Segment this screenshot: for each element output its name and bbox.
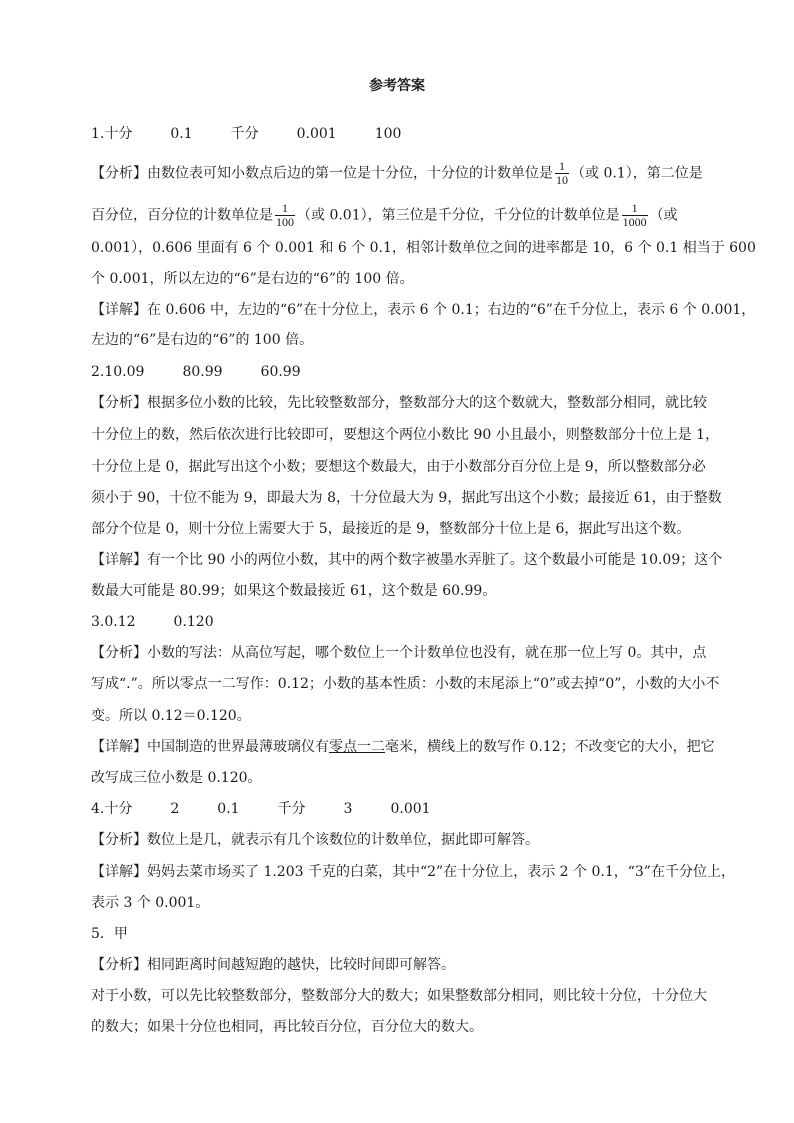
q2-analysis-line-1: 【分析】根据多位小数的比较，先比较整数部分，整数部分大的这个数就大，整数部分相同，就比较	[91, 395, 707, 411]
q3-answer-line	[91, 612, 214, 632]
q1-analysis-text-1b: （或 0.1），第二位是	[571, 165, 703, 182]
q4-answer-5: 3	[343, 801, 353, 817]
q1-fraction-hundredth	[275, 202, 295, 229]
q1-fraction-tenth	[555, 160, 569, 187]
q4-detail-line-1: 【详解】妈妈去菜市场买了 1.203 千克的白菜，其中“2”在十分位上，表示 2 个 0.1，“3”在千分位上，	[91, 864, 735, 880]
q1-answer-line	[91, 124, 401, 144]
q2-analysis-line-3: 十分位上是 0，据此写出这个小数；要想这个数最大，由于小数部分百分位上是 9，所以整数部分必	[91, 459, 706, 475]
q5-analysis-line-1: 【分析】相同距离时间越短跑的越快，比较时间即可解答。	[91, 957, 455, 973]
q1-answer-3: 千分	[230, 126, 259, 142]
q4-answer-2: 2	[170, 801, 180, 817]
q3-analysis-line-3: 变。所以 0.12＝0.120。	[91, 708, 251, 724]
fraction-numerator: 1	[555, 160, 569, 174]
q2-detail-line-1: 【详解】有一个比 90 小的两位小数，其中的两个数字被墨水弄脏了。这个数最小可能是 10.09；这个	[91, 552, 723, 568]
q1-analysis-text-2b: （或 0.01），第三位是千分位，千分位的计数单位是	[297, 207, 620, 224]
q1-analysis-text-1a: 【分析】由数位表可知小数点后边的第一位是十分位，十分位的计数单位是	[91, 165, 553, 182]
fraction-denominator: 100	[276, 215, 294, 229]
q3-detail-text-1b: 毫米，横线上的数写作 0.12；不改变它的大小，把它	[385, 739, 715, 755]
q1-analysis-line-2	[91, 202, 678, 229]
q1-analysis-text-2c: （或	[649, 207, 678, 224]
q4-answer-4: 千分	[277, 801, 306, 817]
q3-analysis-line-1: 【分析】小数的写法：从高位写起，哪个数位上一个计数单位也没有，就在那一位上写 0。其中，点	[91, 645, 707, 661]
q2-answer-1: 2.10.09	[91, 364, 145, 380]
q2-analysis-line-2: 十分位上的数，然后依次进行比较即可，要想这个两位小数比 90 小且最小，则整数部分十位上是 1，	[91, 427, 720, 443]
q3-detail-text-1a: 【详解】中国制造的世界最薄玻璃仪有	[91, 739, 329, 755]
q4-answer-1: 4.十分	[91, 801, 133, 817]
fraction-numerator: 1	[622, 202, 648, 216]
fraction-numerator: 1	[275, 202, 295, 216]
q3-analysis-line-2: 写成“.”。所以零点一二写作：0.12；小数的基本性质：小数的末尾添上“0”或去掉“0”，小数的大小不	[91, 676, 720, 692]
q1-detail-line-1: 【详解】在 0.606 中，左边的“6”在十分位上，表示 6 个 0.1；右边的“6”在千分位上，表示 6 个 0.001，	[91, 302, 756, 318]
q5-answer-line: 5．甲	[91, 926, 128, 942]
q5-tip-line-1: 对于小数，可以先比较整数部分，整数部分大的数大；如果整数部分相同，则比较十分位，十分位大	[91, 988, 707, 1004]
q1-detail-line-2: 左边的“6”是右边的“6”的 100 倍。	[91, 332, 314, 348]
q1-analysis-line-3: 0.001），0.606 里面有 6 个 0.001 和 6 个 0.1，相邻计数单位之间的进率都是 10，6 个 0.1 相当于 600	[91, 240, 756, 256]
q3-answer-1: 3.0.12	[91, 614, 136, 630]
q4-analysis-line-1: 【分析】数位上是几，就表示有几个该数位的计数单位，据此即可解答。	[91, 832, 539, 848]
q1-analysis-line-1	[91, 160, 703, 187]
fraction-denominator: 10	[556, 173, 568, 187]
q1-answer-1: 1.十分	[91, 126, 133, 142]
q3-detail-line-1	[91, 737, 715, 757]
q1-analysis-line-4: 个 0.001，所以左边的“6”是右边的“6”的 100 倍。	[91, 271, 414, 287]
q1-analysis-text-2a: 百分位，百分位的计数单位是	[91, 207, 273, 224]
q4-answer-3: 0.1	[217, 801, 240, 817]
q1-answer-5: 100	[374, 126, 402, 142]
q2-analysis-line-5: 部分个位是 0，则十分位上需要大于 5，最接近的是 9，整数部分十位上是 6，据此写出这个数。	[91, 521, 691, 537]
fraction-denominator: 1000	[622, 215, 647, 229]
q3-detail-line-2: 改写成三位小数是 0.120。	[91, 770, 262, 786]
q1-answer-4: 0.001	[296, 126, 337, 142]
q1-answer-2: 0.1	[170, 126, 193, 142]
q2-answer-line	[91, 362, 301, 382]
q4-answer-6: 0.001	[390, 801, 431, 817]
q4-detail-line-2: 表示 3 个 0.001。	[91, 895, 210, 911]
q4-answer-line	[91, 799, 431, 819]
q2-detail-line-2: 数最大可能是 80.99；如果这个数最接近 61，这个数是 60.99。	[91, 583, 497, 599]
q2-analysis-line-4: 须小于 90，十位不能为 9，即最大为 8，十分位最大为 9，据此写出这个小数；最接近 61，由于整数	[91, 490, 722, 506]
q3-underlined-text: 零点一二	[329, 739, 385, 755]
q2-answer-3: 60.99	[260, 364, 301, 380]
q2-answer-2: 80.99	[182, 364, 223, 380]
page-title: 参考答案	[369, 78, 425, 94]
q1-fraction-thousandth	[622, 202, 648, 229]
q5-tip-line-2: 的数大；如果十分位也相同，再比较百分位，百分位大的数大。	[91, 1019, 483, 1035]
q3-answer-2: 0.120	[173, 614, 214, 630]
